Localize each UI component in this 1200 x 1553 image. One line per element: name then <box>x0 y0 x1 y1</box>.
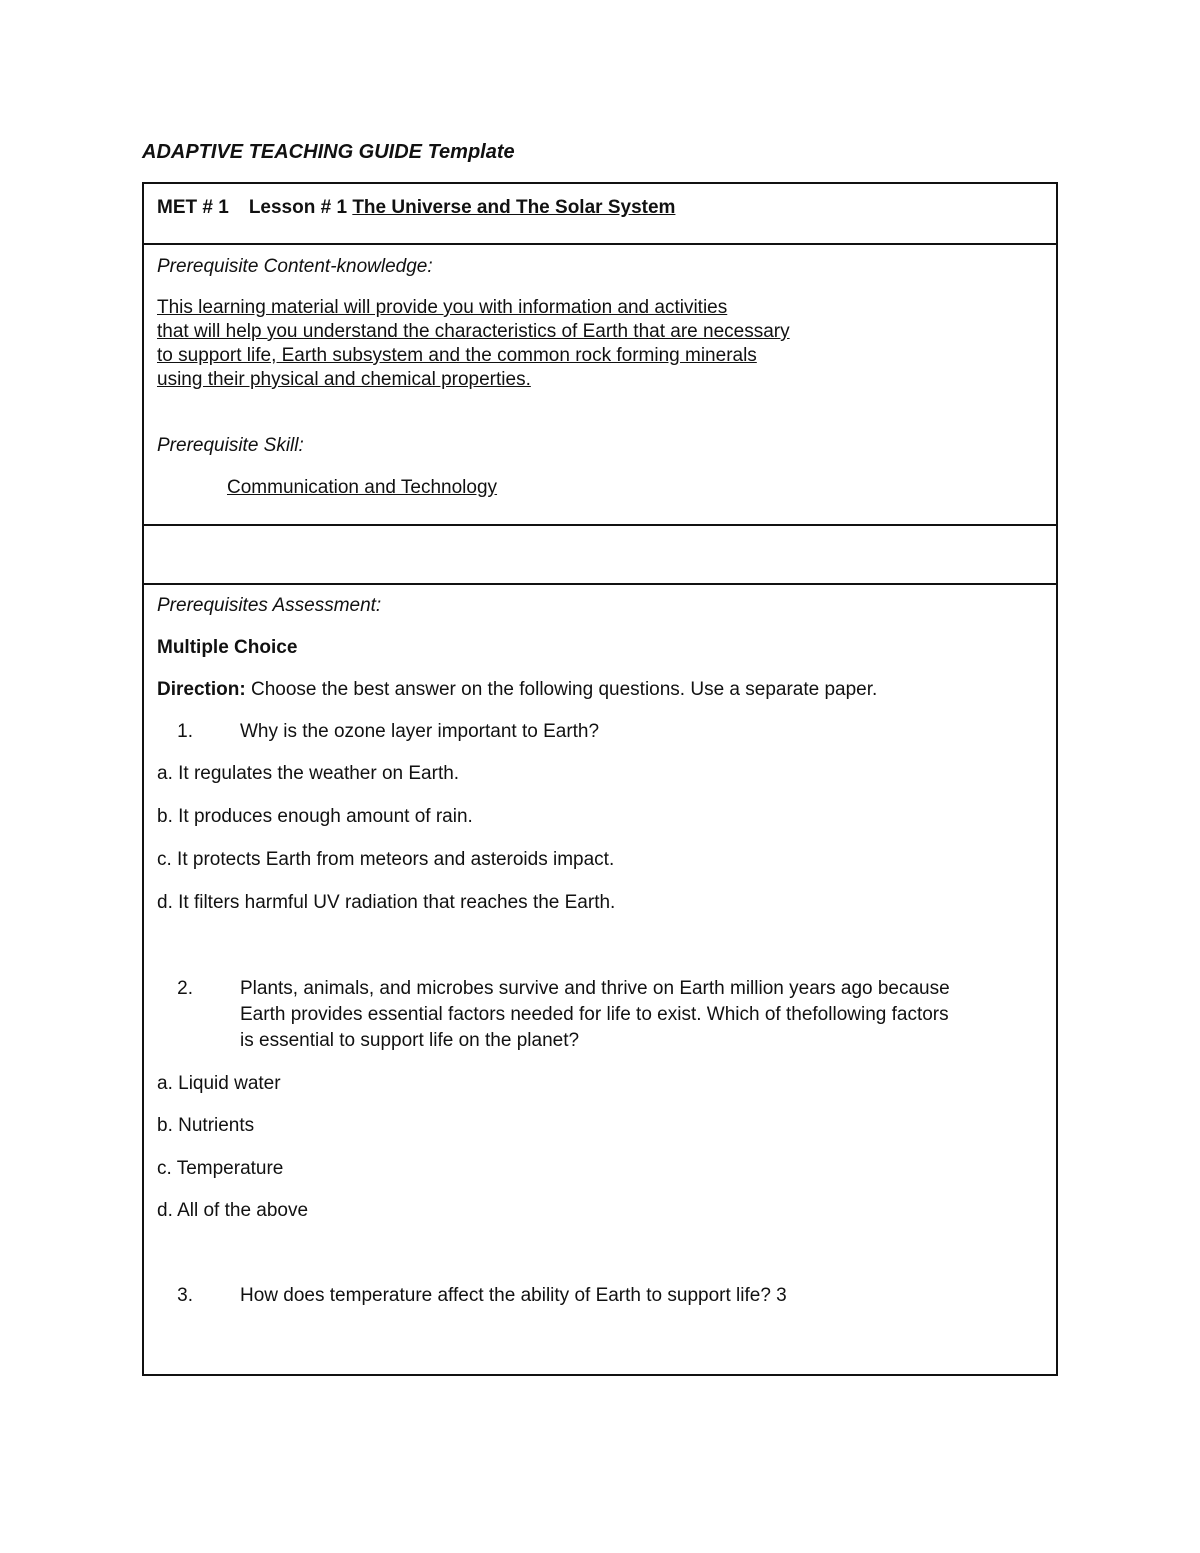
page-title: ADAPTIVE TEACHING GUIDE Template <box>142 141 515 163</box>
choice-1d: d. It filters harmful UV radiation that reaches the Earth. <box>157 892 616 913</box>
skill-label: Prerequisite Skill: <box>157 435 304 456</box>
assessment-label: Prerequisites Assessment: <box>157 595 382 616</box>
met-label: MET # 1 <box>157 197 229 218</box>
choice-1a: a. It regulates the weather on Earth. <box>157 763 460 784</box>
teaching-guide-table <box>142 182 1058 1376</box>
prerequisites-row <box>144 243 1056 524</box>
question-number: 1. <box>177 721 193 742</box>
choice-1b: b. It produces enough amount of rain. <box>157 806 473 827</box>
choice-2c: c. Temperature <box>157 1158 284 1179</box>
lesson-header-row <box>144 184 1056 243</box>
content-line: using their physical and chemical properties. <box>157 369 531 390</box>
question-text-line: is essential to support life on the planet? <box>240 1030 580 1051</box>
skill-value: Communication and Technology <box>227 477 498 498</box>
question-text-line: Plants, animals, and microbes survive and thrive on Earth million years ago because <box>240 978 950 999</box>
direction-label: Direction: <box>157 679 246 700</box>
question-text-line: Earth provides essential factors needed for life to exist. Which of thefollowing factors <box>240 1004 949 1025</box>
lesson-title: The Universe and The Solar System <box>352 197 676 218</box>
content-line: This learning material will provide you with information and activities <box>157 297 728 318</box>
assessment-type-heading: Multiple Choice <box>157 637 298 658</box>
choice-2a: a. Liquid water <box>157 1073 281 1094</box>
lesson-header <box>157 196 675 219</box>
lesson-label: Lesson # 1 <box>248 197 348 218</box>
blank-row <box>144 524 1056 583</box>
direction-text: Choose the best answer on the following questions. Use a separate paper. <box>245 679 878 700</box>
choice-2b: b. Nutrients <box>157 1115 255 1136</box>
content-line: to support life, Earth subsystem and the common rock forming minerals <box>157 345 757 366</box>
question-number: 3. <box>177 1285 193 1306</box>
content-knowledge-label: Prerequisite Content-knowledge: <box>157 256 433 277</box>
question-3 <box>157 1284 1037 1307</box>
choice-1c: c. It protects Earth from meteors and asteroids impact. <box>157 849 615 870</box>
question-text: Why is the ozone layer important to Earth? <box>240 721 600 742</box>
question-1 <box>157 720 1037 743</box>
assessment-row <box>144 583 1056 1374</box>
content-knowledge-text <box>157 296 790 392</box>
question-text: How does temperature affect the ability of Earth to support life? 3 <box>240 1285 787 1306</box>
question-number: 2. <box>177 978 193 999</box>
direction <box>157 678 877 701</box>
content-line: that will help you understand the characteristics of Earth that are necessary <box>157 321 790 342</box>
question-2 <box>157 976 1047 1056</box>
choice-2d: d. All of the above <box>157 1200 309 1221</box>
